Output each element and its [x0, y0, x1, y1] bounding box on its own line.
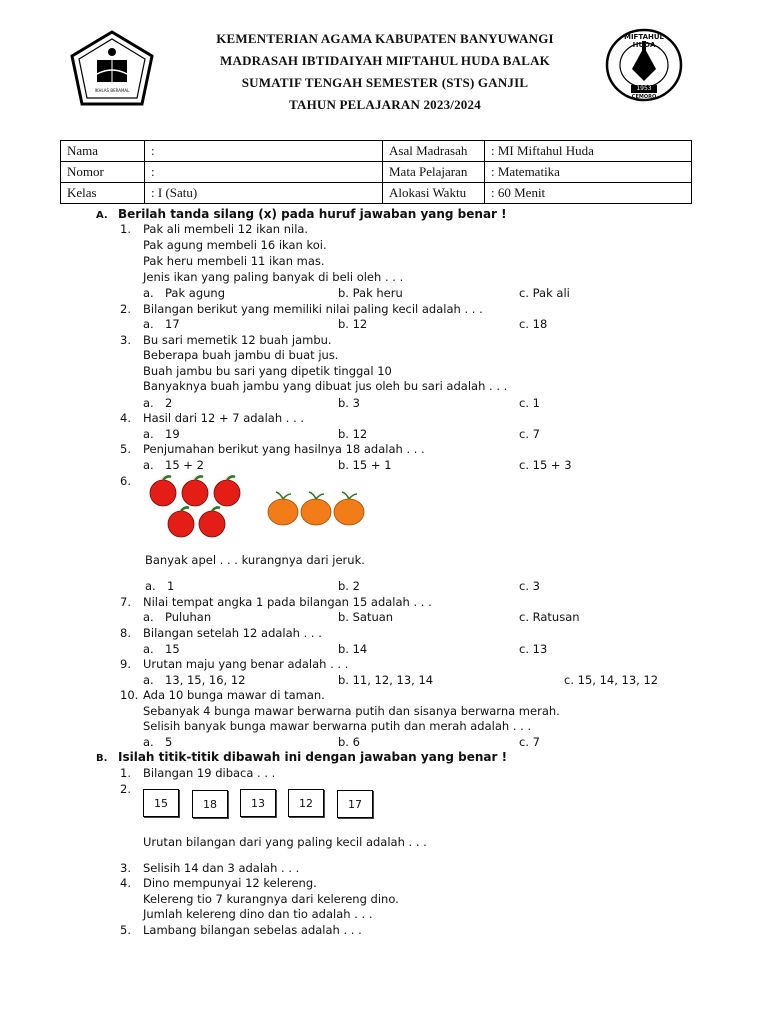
option-a-letter[interactable]: a. [143, 427, 154, 441]
madrasah-logo [604, 27, 684, 103]
question-text: Urutan bilangan dari yang paling kecil adalah . . . [143, 835, 427, 849]
question-number: 10. [120, 688, 139, 702]
question-text: Ada 10 bunga mawar di taman. [143, 688, 325, 702]
section-b-title: Isilah titik-titik dibawah ini dengan jawaban yang benar ! [118, 750, 508, 764]
apple-icon [168, 507, 194, 537]
nama-label: Nama [61, 141, 145, 162]
question-text: Beberapa buah jambu di buat jus. [143, 348, 339, 362]
option-c[interactable]: c. 15, 14, 13, 12 [564, 673, 659, 687]
question-text: Selisih banyak bunga mawar berwarna putih dan merah adalah . . . [143, 719, 532, 733]
nama-field[interactable]: : [145, 141, 383, 162]
question-text: Bilangan 19 dibaca . . . [143, 766, 276, 780]
ministry-logo [68, 30, 156, 106]
question-text: Sebanyak 4 bunga mawar berwarna putih dan sisanya berwarna merah. [143, 704, 560, 718]
option-b[interactable]: b. Pak heru [338, 286, 403, 300]
logo-left-caption: IKHLAS BERAMAL [94, 88, 130, 93]
section-a-letter: A. [96, 210, 108, 221]
question-text: Pak agung membeli 16 ikan koi. [143, 238, 327, 252]
option-a-text[interactable]: 13, 15, 16, 12 [165, 673, 246, 687]
waktu-label: Alokasi Waktu [383, 183, 485, 204]
number-box: 17 [337, 790, 373, 818]
option-a-letter[interactable]: a. [143, 286, 154, 300]
option-c[interactable]: c. Pak ali [519, 286, 570, 300]
header-line-4: TAHUN PELAJARAN 2023/2024 [289, 97, 481, 112]
option-c[interactable]: c. 3 [519, 579, 540, 593]
number-box: 12 [288, 789, 324, 817]
question-text: Pak heru membeli 11 ikan mas. [143, 254, 325, 268]
apple-icon [182, 476, 208, 506]
option-a-text[interactable]: 15 + 2 [165, 458, 204, 472]
option-a-text[interactable]: 1 [167, 579, 175, 593]
question-number: 4. [120, 876, 131, 890]
logo-right-bottom-text: CEMORO [631, 94, 657, 100]
orange-icon [301, 492, 331, 525]
question-text: Nilai tempat angka 1 pada bilangan 15 adalah . . . [143, 595, 432, 609]
question-text: Banyak apel . . . kurangnya dari jeruk. [145, 553, 365, 567]
option-a-letter[interactable]: a. [143, 673, 154, 687]
waktu-value: : 60 Menit [485, 183, 692, 204]
header-line-1: KEMENTERIAN AGAMA KABUPATEN BANYUWANGI [216, 31, 554, 46]
logo-right-top-text: MIFTAHUL HUDA [623, 33, 664, 49]
option-c[interactable]: c. 18 [519, 317, 548, 331]
number-box: 13 [240, 789, 276, 817]
number-box: 15 [143, 789, 179, 817]
option-a-text[interactable]: 5 [165, 735, 173, 749]
question-text: Jumlah kelereng dino dan tio adalah . . . [143, 907, 373, 921]
option-b[interactable]: b. 3 [338, 396, 360, 410]
question-number: 2. [120, 302, 131, 316]
option-b[interactable]: b. 14 [338, 642, 368, 656]
option-c[interactable]: c. 7 [519, 427, 540, 441]
option-c[interactable]: c. 15 + 3 [519, 458, 572, 472]
kelas-label: Kelas [61, 183, 145, 204]
option-c[interactable]: c. Ratusan [519, 610, 580, 624]
question-number: 8. [120, 626, 131, 640]
asal-label: Asal Madrasah [383, 141, 485, 162]
question-text: Hasil dari 12 + 7 adalah . . . [143, 411, 305, 425]
question-number: 5. [120, 442, 131, 456]
question-text: Jenis ikan yang paling banyak di beli oleh . . . [143, 270, 404, 284]
option-a-text[interactable]: 2 [165, 396, 173, 410]
option-b[interactable]: b. Satuan [338, 610, 394, 624]
question-number: 5. [120, 923, 131, 937]
question-text: Kelereng tio 7 kurangnya dari kelereng dino. [143, 892, 399, 906]
header-line-2: MADRASAH IBTIDAIYAH MIFTAHUL HUDA BALAK [220, 53, 550, 68]
question-number: 6. [120, 474, 131, 488]
orange-icon [334, 492, 364, 525]
asal-value: : MI Miftahul Huda [485, 141, 692, 162]
option-a-text[interactable]: Pak agung [165, 286, 226, 300]
option-a-text[interactable]: 15 [165, 642, 180, 656]
option-a-letter[interactable]: a. [143, 642, 154, 656]
question-text: Pak ali membeli 12 ikan nila. [143, 222, 309, 236]
info-row [61, 162, 692, 183]
header-line-3: SUMATIF TENGAH SEMESTER (STS) GANJIL [241, 75, 529, 90]
section-a-heading [96, 207, 507, 221]
question-text: Banyaknya buah jambu yang dibuat jus oleh bu sari adalah . . . [143, 379, 508, 393]
number-box: 18 [192, 790, 228, 818]
question-text: Dino mempunyai 12 kelereng. [143, 876, 317, 890]
apple-icon [199, 507, 225, 537]
apple-icon [214, 476, 240, 506]
question-number: 7. [120, 595, 131, 609]
option-b[interactable]: b. 12 [338, 317, 368, 331]
option-b[interactable]: b. 12 [338, 427, 368, 441]
question-number: 3. [120, 861, 131, 875]
oranges-image [265, 488, 369, 528]
question-number: 1. [120, 766, 131, 780]
student-info-table [60, 140, 692, 204]
section-b-heading [96, 750, 507, 764]
info-row [61, 183, 692, 204]
option-c[interactable]: c. 7 [519, 735, 540, 749]
option-a-letter[interactable]: a. [143, 396, 154, 410]
question-text: Bu sari memetik 12 buah jambu. [143, 333, 332, 347]
option-a-letter[interactable]: a. [143, 458, 154, 472]
question-text: Bilangan setelah 12 adalah . . . [143, 626, 322, 640]
option-b[interactable]: b. 11, 12, 13, 14 [338, 673, 434, 687]
question-number: 9. [120, 657, 131, 671]
orange-icon [268, 492, 298, 525]
mapel-value: : Matematika [485, 162, 692, 183]
section-a-title: Berilah tanda silang (x) pada huruf jawaban yang benar ! [118, 207, 507, 221]
question-text: Penjumahan berikut yang hasilnya 18 adalah . . . [143, 442, 425, 456]
apples-image [145, 474, 250, 540]
question-number: 2. [120, 782, 131, 796]
section-b-letter: B. [96, 753, 108, 764]
option-c[interactable]: c. 13 [519, 642, 548, 656]
option-a-letter[interactable]: a. [143, 610, 154, 624]
question-text: Bilangan berikut yang memiliki nilai paling kecil adalah . . . [143, 302, 483, 316]
mapel-label: Mata Pelajaran [383, 162, 485, 183]
kelas-value: : I (Satu) [145, 183, 383, 204]
option-a-text[interactable]: Puluhan [165, 610, 212, 624]
question-text: Lambang bilangan sebelas adalah . . . [143, 923, 362, 937]
apple-icon [150, 476, 176, 506]
option-b[interactable]: b. 6 [338, 735, 360, 749]
info-row [61, 141, 692, 162]
question-number: 1. [120, 222, 131, 236]
question-number: 4. [120, 411, 131, 425]
nomor-label: Nomor [61, 162, 145, 183]
question-text: Urutan maju yang benar adalah . . . [143, 657, 349, 671]
option-a-text[interactable]: 17 [165, 317, 180, 331]
question-number: 3. [120, 333, 131, 347]
option-b[interactable]: b. 15 + 1 [338, 458, 392, 472]
option-b[interactable]: b. 2 [338, 579, 360, 593]
option-a-letter[interactable]: a. [145, 579, 156, 593]
option-c[interactable]: c. 1 [519, 396, 540, 410]
nomor-field[interactable]: : [145, 162, 383, 183]
option-a-letter[interactable]: a. [143, 317, 154, 331]
logo-right-year: 1953 [636, 85, 652, 92]
option-a-letter[interactable]: a. [143, 735, 154, 749]
question-text: Buah jambu bu sari yang dipetik tinggal 10 [143, 364, 392, 378]
option-a-text[interactable]: 19 [165, 427, 180, 441]
question-text: Selisih 14 dan 3 adalah . . . [143, 861, 300, 875]
